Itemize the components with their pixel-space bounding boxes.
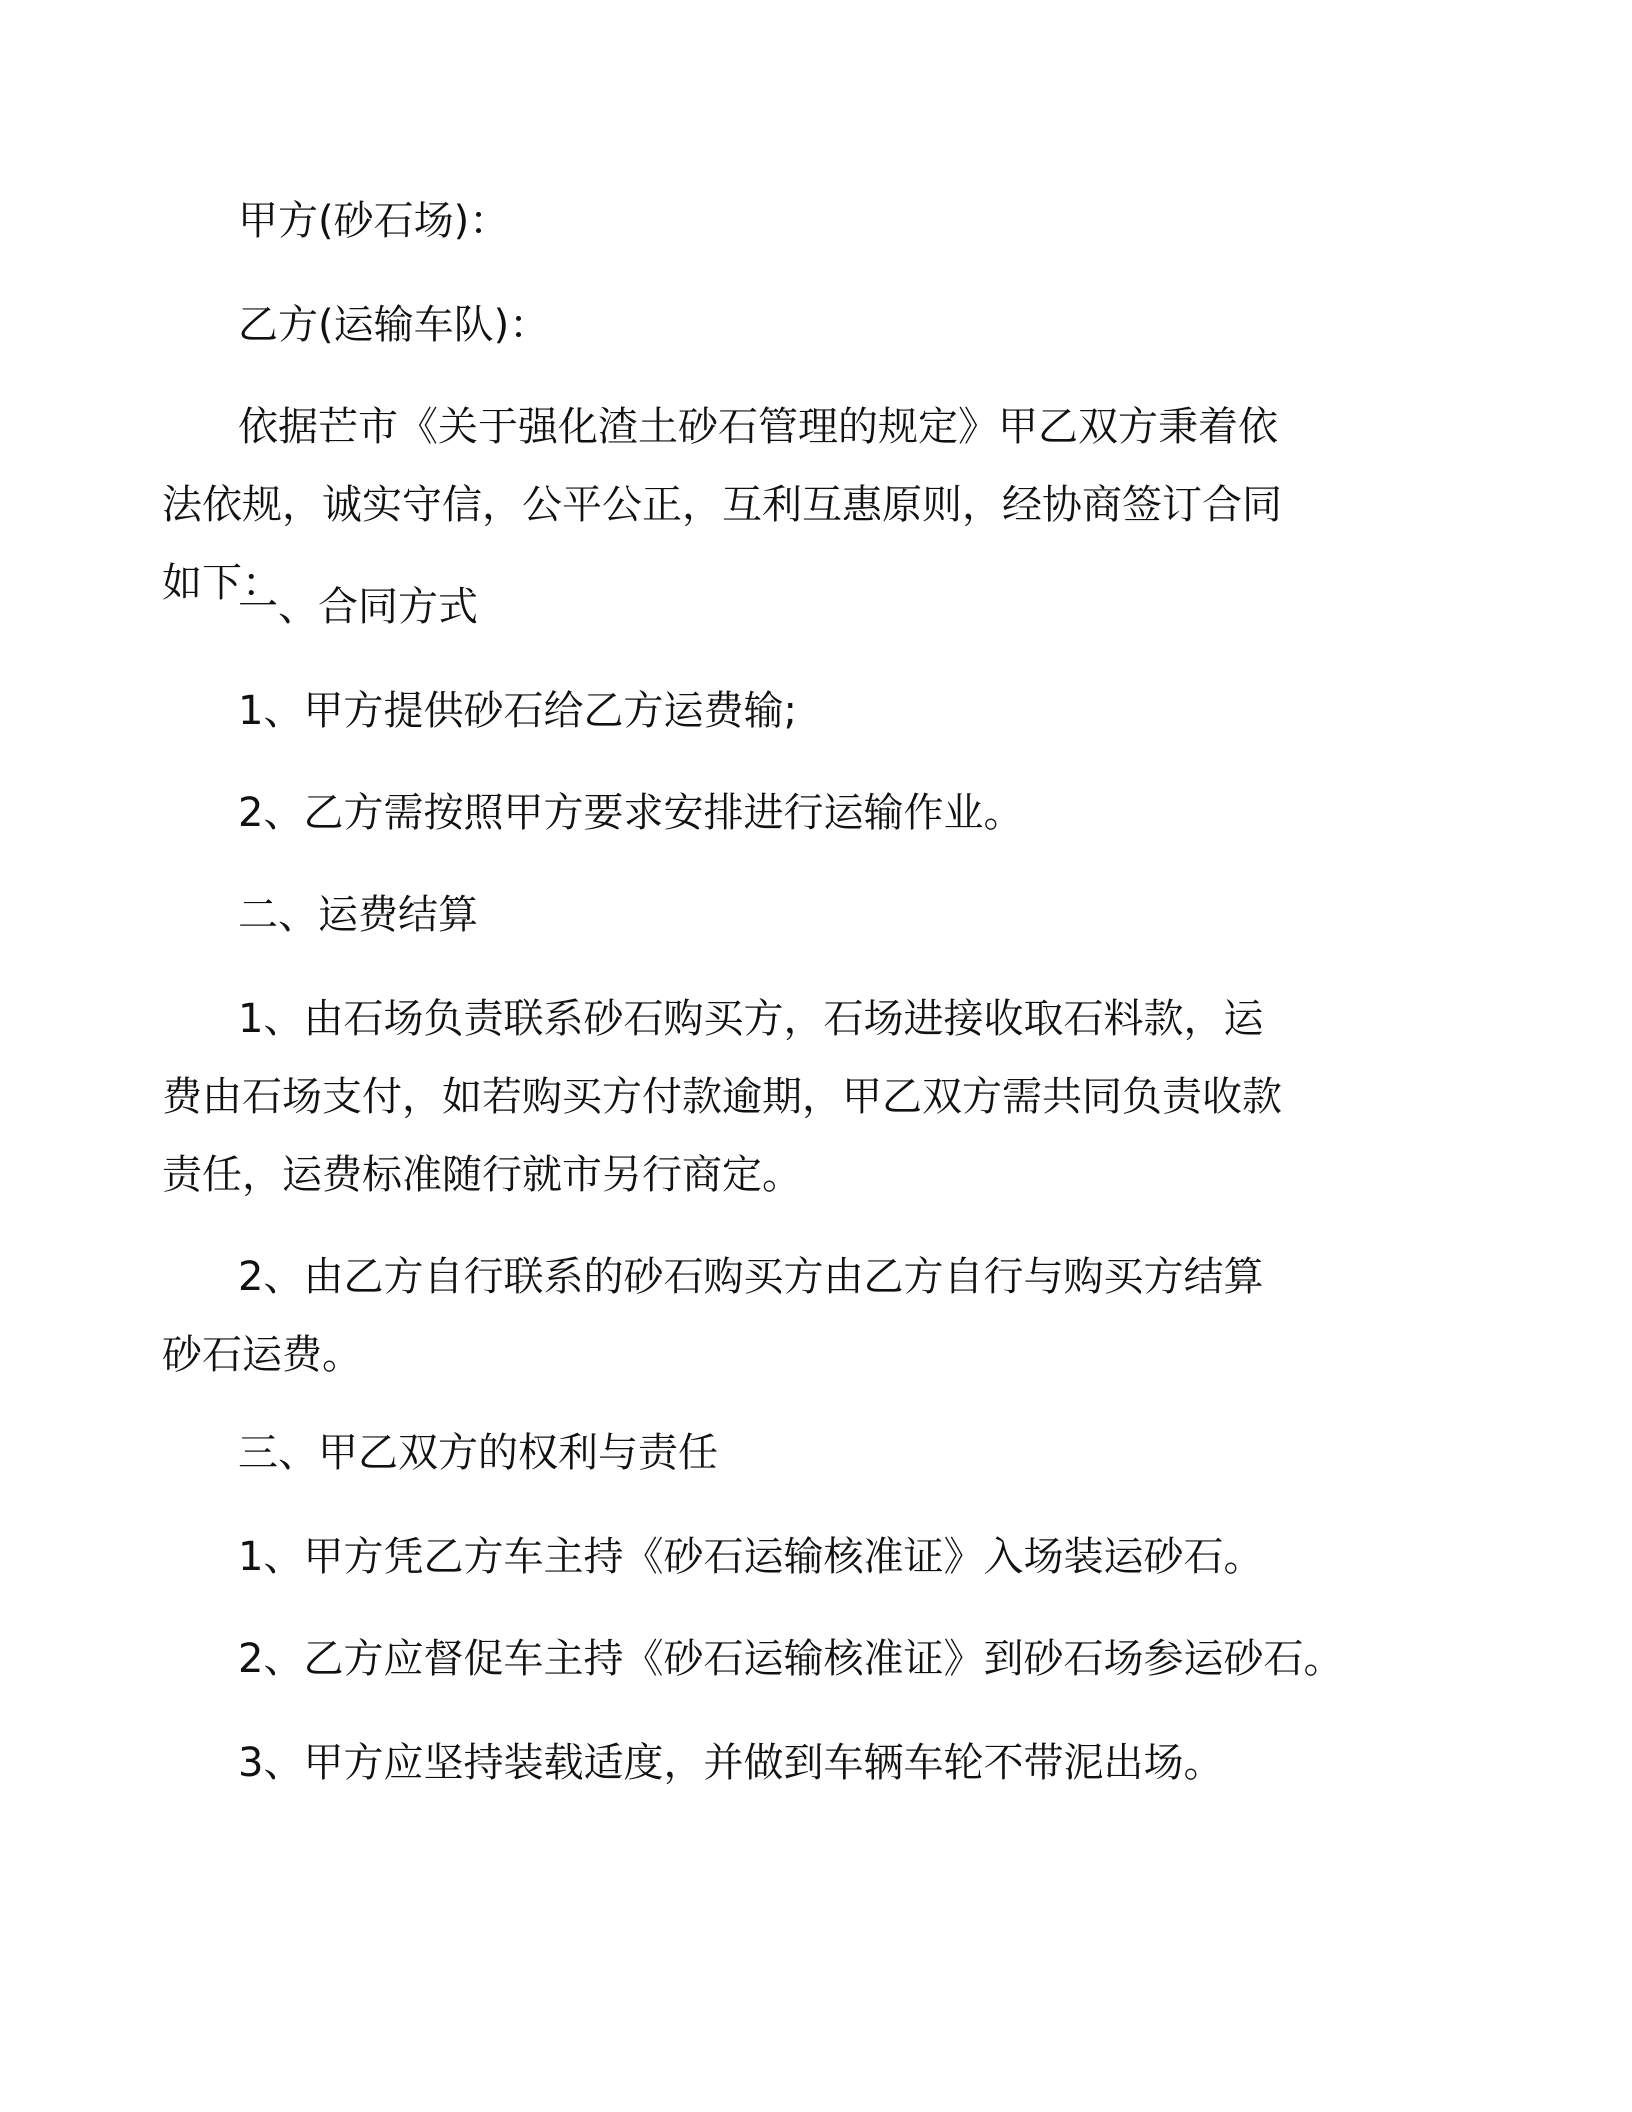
section-1-item-2: 2、乙方需按照甲方要求安排进行运输作业。 bbox=[238, 790, 1024, 836]
section-2-item-1: 1、由石场负责联系砂石购买方，石场进接收取石料款，运费由石场支付，如若购买方付款逾期，甲乙双方需共同负责收款责任，运费标准随行就市另行商定。 bbox=[162, 996, 1282, 1198]
party-a-line: 甲方(砂石场)： bbox=[238, 198, 510, 244]
section-1-title: 一、合同方式 bbox=[238, 584, 478, 630]
section-2-title: 二、运费结算 bbox=[238, 892, 478, 938]
section-3-item-1: 1、甲方凭乙方车主持《砂石运输核准证》入场装运砂石。 bbox=[238, 1534, 1264, 1580]
section-3-item-2: 2、乙方应督促车主持《砂石运输核准证》到砂石场参运砂石。 bbox=[238, 1636, 1344, 1682]
section-2-item-2: 2、由乙方自行联系的砂石购买方由乙方自行与购买方结算砂石运费。 bbox=[162, 1254, 1264, 1378]
party-b-line: 乙方(运输车队)： bbox=[238, 302, 550, 348]
preamble-paragraph: 依据芒市《关于强化渣土砂石管理的规定》甲乙双方秉着依法依规，诚实守信，公平公正，互利互惠原则，经协商签订合同如下： bbox=[162, 404, 1282, 606]
section-3-title: 三、甲乙双方的权利与责任 bbox=[238, 1430, 718, 1476]
section-3-item-3: 3、甲方应坚持装载适度，并做到车辆车轮不带泥出场。 bbox=[238, 1740, 1224, 1786]
section-1-item-1: 1、甲方提供砂石给乙方运费输; bbox=[238, 688, 797, 734]
